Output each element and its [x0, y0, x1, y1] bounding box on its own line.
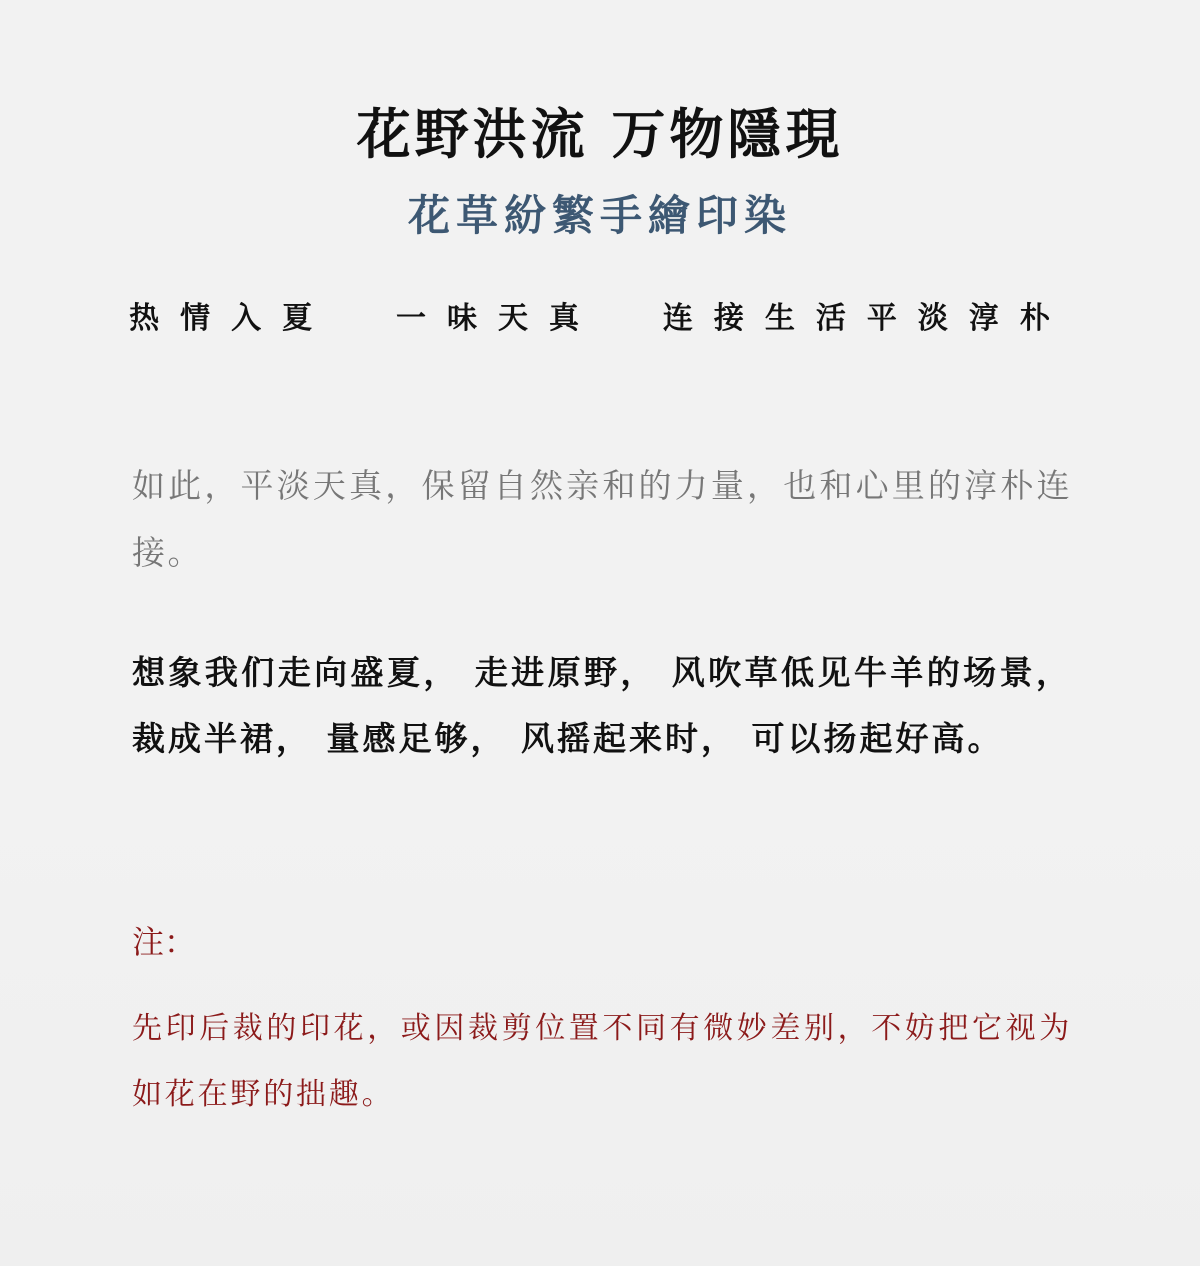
- page-subtitle: 花草紛繁手繪印染: [407, 191, 792, 240]
- intro-paragraph: 如此，平淡天真，保留自然亲和的力量，也和心里的淳朴连接。: [132, 466, 1072, 572]
- note-label: 注：: [132, 923, 197, 961]
- tagline: 热情入夏 一味天真 连接生活平淡淳朴: [129, 301, 1071, 336]
- page-title: 花野洪流 万物隱現: [356, 102, 844, 166]
- main-paragraph: 想象我们走向盛夏， 走进原野， 风吹草低见牛羊的场景， 裁成半裙， 量感足够， 风摇起来时， 可以扬起好高。: [132, 653, 1072, 758]
- note-text: 先印后裁的印花，或因裁剪位置不同有微妙差别，不妨把它视为如花在野的拙趣。: [132, 1011, 1072, 1112]
